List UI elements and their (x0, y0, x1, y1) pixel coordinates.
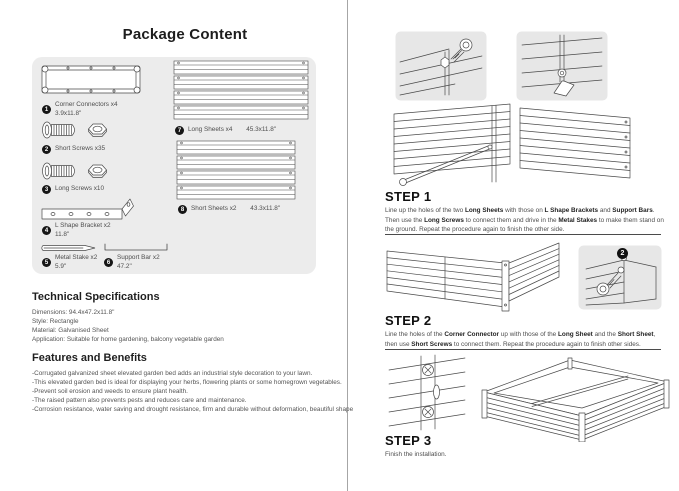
spec-line: Dimensions: 94.4x47.2x11.8" (32, 309, 115, 316)
package-item (42, 145, 105, 154)
item-label: Corner Connectors x4 3.9x11.8" (55, 101, 118, 117)
package-item (175, 126, 276, 135)
step2-description: Line the holes of the Corner Connector up with those of the Long Sheet and the Short Sheet, then use Short Screws to connect them. Repeat the procedure again to finish other sides. (385, 331, 656, 348)
step2-title: STEP 2 (385, 313, 432, 328)
screw-icon (41, 119, 77, 141)
item-number-badge: 1 (42, 105, 51, 114)
metal-stake-illustration (39, 243, 97, 253)
item-number-badge: 6 (104, 258, 113, 267)
short-screw-illustration (41, 119, 108, 141)
feature-line: -The raised pattern also prevents pests and reduces care and maintenance. (32, 397, 247, 404)
feature-line: -This elevated garden bed is ideal for displaying your herbs, flowering plants or some homegrown vegetables. (32, 379, 342, 386)
step2-assembly-illustration (385, 241, 565, 315)
package-item (42, 185, 104, 194)
item-label: Support Bar x2 47.2" (117, 254, 160, 270)
item-number-badge: 4 (42, 226, 51, 235)
specs-list (32, 308, 224, 344)
item-number-badge: 8 (178, 205, 187, 214)
corner-connector-frame-illustration (38, 61, 144, 99)
long-screw-illustration (41, 160, 108, 182)
section-divider (385, 234, 661, 235)
package-item (42, 254, 97, 271)
l-shape-bracket-illustration (40, 197, 136, 221)
item-label: L Shape Bracket x2 11.8" (55, 222, 111, 238)
step1-description: Line up the holes of the two Long Sheets with those on L Shape Brackets and Support Bars. Then use the Long Screws to connect them and drive in the Metal Stakes to make them stand on the ground. Repeat the procedure again to finish the other side. (385, 207, 664, 234)
short-sheets-illustration (175, 140, 299, 202)
step3-connector-detail-illustration (385, 354, 469, 432)
specs-heading: Technical Specifications (32, 291, 160, 303)
screw-icon (41, 160, 77, 182)
page-divider (347, 0, 348, 491)
nut-icon (87, 163, 108, 179)
step3-finished-bed-illustration (478, 350, 673, 442)
item-label: Long Sheets x4 45.3x11.8" (188, 126, 277, 134)
feature-line: -Prevent soil erosion and weeds to ensure plant health. (32, 388, 188, 395)
item-label: Long Screws x10 (55, 185, 105, 193)
nut-icon (87, 122, 108, 138)
item-label: Short Sheets x2 43.3x11.8" (191, 205, 281, 213)
step1-title: STEP 1 (385, 189, 432, 204)
page-title: Package Content (122, 26, 248, 43)
spec-line: Style: Rectangle (32, 318, 79, 325)
package-item (104, 254, 160, 271)
item-number-badge: 5 (42, 258, 51, 267)
support-bar-illustration (102, 242, 170, 252)
step1-assembly-illustration (390, 98, 635, 190)
item-number-badge: 3 (42, 185, 51, 194)
step3-title: STEP 3 (385, 433, 432, 448)
item-number-badge: 2 (42, 145, 51, 154)
package-item (42, 101, 118, 118)
feature-line: -Corrosion resistance, water saving and drought resistance, firm and durable without deformation, beautiful shape (32, 406, 354, 413)
features-heading: Features and Benefits (32, 352, 147, 364)
spec-line: Material: Galvanised Sheet (32, 327, 109, 334)
long-sheets-illustration (172, 60, 310, 122)
step1-screw-detail-illustration (395, 31, 487, 101)
feature-line: -Corrugated galvanized sheet elevated garden bed adds an industrial style decoration to your lawn. (32, 370, 313, 377)
step1-stake-detail-illustration (516, 31, 608, 101)
package-content-box (32, 57, 316, 274)
step3-description: Finish the installation. (385, 451, 447, 458)
item-label: Short Screws x35 (55, 145, 106, 153)
features-list (32, 369, 353, 414)
package-item (178, 205, 280, 214)
package-item (42, 222, 111, 239)
item-number-badge: 7 (175, 126, 184, 135)
item-label: Metal Stake x2 5.9" (55, 254, 98, 270)
step2-callout-badge: 2 (617, 248, 628, 259)
spec-line: Application: Suitable for home gardening, balcony vegetable garden (32, 336, 224, 343)
